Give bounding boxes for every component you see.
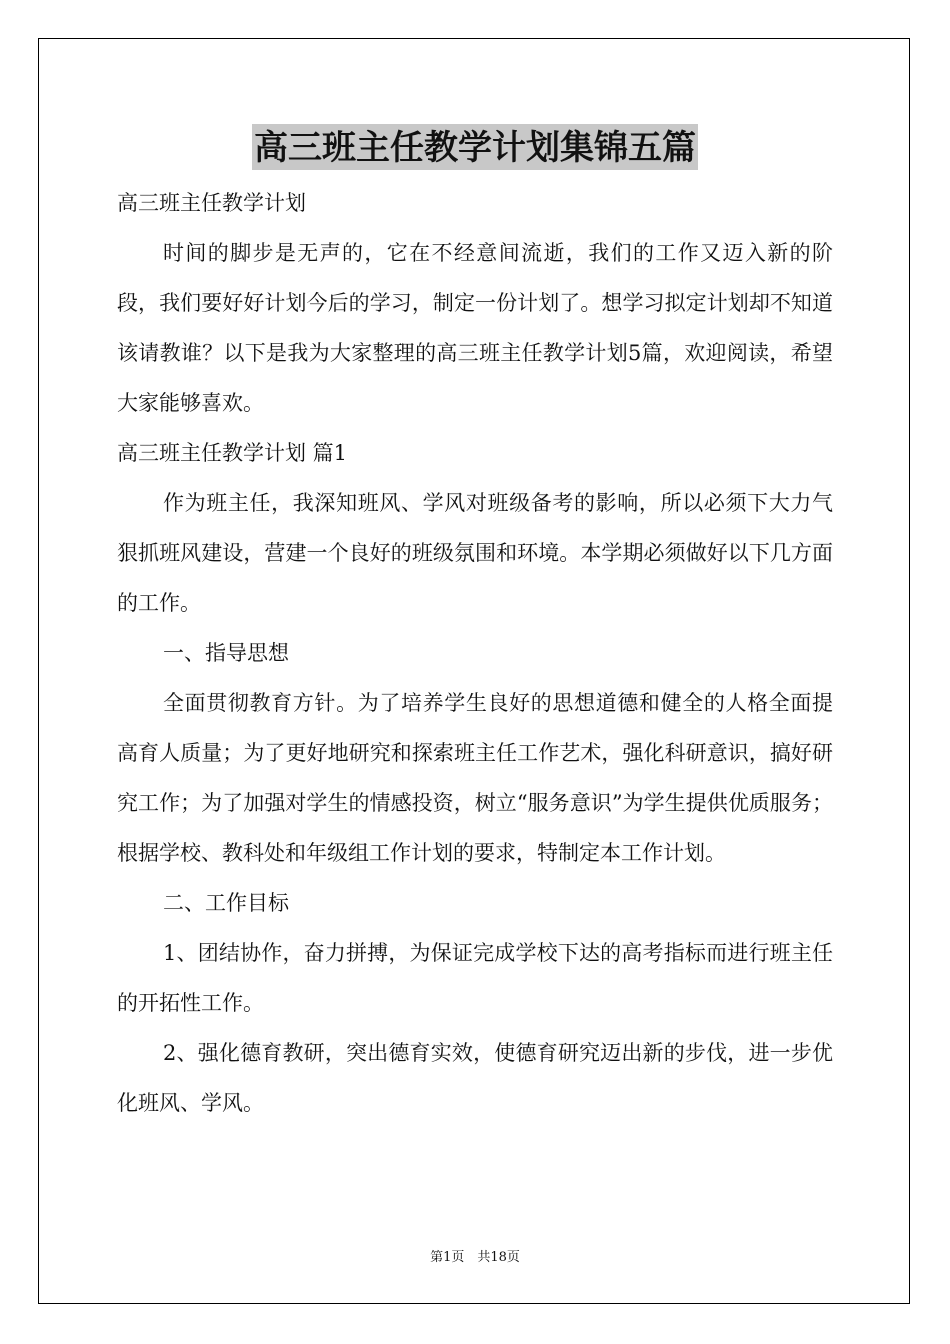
paragraph: 2、强化德育教研，突出德育实效，使德育研究迈出新的步伐，进一步优化班风、学风。 xyxy=(117,1041,833,1115)
paragraph: 时间的脚步是无声的，它在不经意间流逝，我们的工作又迈入新的阶段，我们要好好计划今后的学习，制定一份计划了。想学习拟定计划却不知道该请教谁？以下是我为大家整理的高三班主任教学计划5篇，欢迎阅读，希望大家能够喜欢。 xyxy=(117,241,833,415)
paragraph: 作为班主任，我深知班风、学风对班级备考的影响，所以必须下大力气狠抓班风建设，营建一个良好的班级氛围和环境。本学期必须做好以下几方面的工作。 xyxy=(117,491,833,615)
paragraph: 高三班主任教学计划 xyxy=(117,191,306,215)
section-heading: 一、指导思想 xyxy=(163,641,289,665)
paragraph: 1、团结协作，奋力拼搏，为保证完成学校下达的高考指标而进行班主任的开拓性工作。 xyxy=(117,941,833,1015)
paragraph: 全面贯彻教育方针。为了培养学生良好的思想道德和健全的人格全面提高育人质量；为了更好地研究和探索班主任工作艺术，强化科研意识，搞好研究工作；为了加强对学生的情感投资，树立“服务意识”为学生提供优质服务；根据学校、教科处和年级组工作计划的要求，特制定本工作计划。 xyxy=(117,691,833,865)
document-title: 高三班主任教学计划集锦五篇 xyxy=(252,124,698,170)
section-heading: 高三班主任教学计划 篇1 xyxy=(117,441,348,465)
title-container xyxy=(0,124,950,170)
document-body xyxy=(117,178,833,1128)
page-number-footer: 第1页 共18页 xyxy=(430,1250,520,1265)
section-heading: 二、工作目标 xyxy=(163,891,289,915)
